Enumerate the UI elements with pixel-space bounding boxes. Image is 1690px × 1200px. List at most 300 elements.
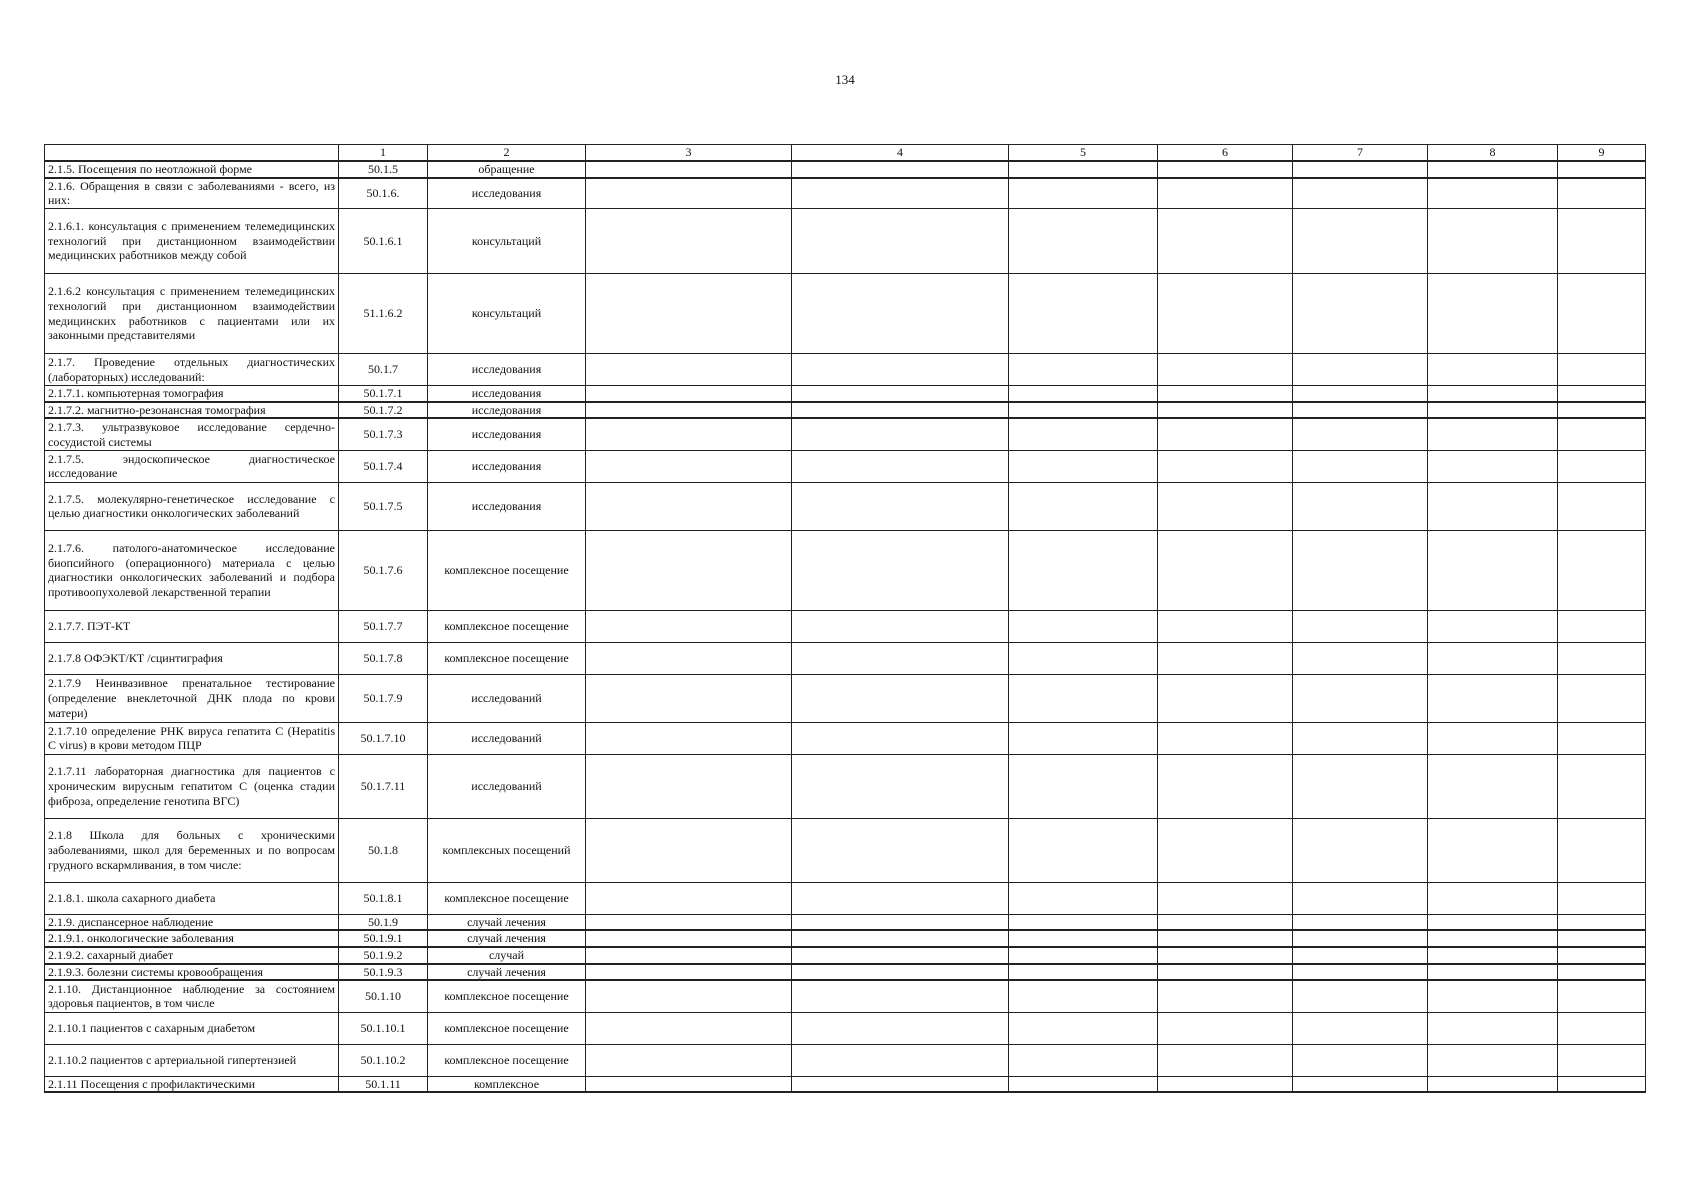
empty-cell [1009, 530, 1158, 610]
empty-cell [1158, 418, 1293, 450]
empty-cell [1428, 914, 1558, 930]
empty-cell [586, 722, 792, 754]
row-indicator-name: 2.1.9.3. болезни системы кровообращения [45, 964, 339, 981]
empty-cell [586, 930, 792, 947]
empty-cell [792, 818, 1009, 882]
empty-cell [792, 882, 1009, 914]
row-unit: консультаций [428, 209, 586, 274]
empty-cell [1558, 178, 1646, 209]
empty-cell [1293, 818, 1428, 882]
row-unit: исследования [428, 354, 586, 386]
empty-cell [586, 1076, 792, 1092]
column-number: 3 [586, 145, 792, 162]
empty-cell [1428, 1044, 1558, 1076]
empty-cell [1558, 914, 1646, 930]
row-indicator-name: 2.1.9.2. сахарный диабет [45, 947, 339, 964]
empty-cell [1428, 930, 1558, 947]
empty-cell [1293, 482, 1428, 530]
empty-cell [586, 818, 792, 882]
empty-cell [1428, 274, 1558, 354]
empty-cell [1428, 818, 1558, 882]
row-code: 50.1.9.3 [339, 964, 428, 981]
empty-cell [1293, 642, 1428, 674]
row-unit: случай [428, 947, 586, 964]
row-indicator-name: 2.1.10.2 пациентов с артериальной гипертензией [45, 1044, 339, 1076]
row-unit: комплексное посещение [428, 1012, 586, 1044]
empty-cell [792, 964, 1009, 981]
row-unit: комплексное посещение [428, 530, 586, 610]
row-code: 50.1.8.1 [339, 882, 428, 914]
empty-cell [1428, 964, 1558, 981]
empty-cell [1293, 914, 1428, 930]
empty-cell [1558, 274, 1646, 354]
row-code: 50.1.7.5 [339, 482, 428, 530]
empty-cell [586, 980, 792, 1012]
table-row [45, 482, 1646, 530]
row-indicator-name: 2.1.7.11 лабораторная диагностика для пациентов с хроническим вирусным гепатитом С (оценка стадии фиброза, определение генотипа ВГС) [45, 754, 339, 818]
empty-cell [1009, 482, 1158, 530]
empty-cell [792, 386, 1009, 402]
row-indicator-name: 2.1.10. Дистанционное наблюдение за состоянием здоровья пациентов, в том числе [45, 980, 339, 1012]
empty-cell [1428, 354, 1558, 386]
row-indicator-name: 2.1.6. Обращения в связи с заболеваниями - всего, из них: [45, 178, 339, 209]
empty-cell [1428, 402, 1558, 419]
empty-cell [1293, 674, 1428, 722]
empty-cell [1558, 754, 1646, 818]
column-number-blank [45, 145, 339, 162]
column-number: 4 [792, 145, 1009, 162]
empty-cell [1009, 161, 1158, 178]
empty-cell [1158, 930, 1293, 947]
empty-cell [1293, 882, 1428, 914]
empty-cell [792, 722, 1009, 754]
empty-cell [1428, 1012, 1558, 1044]
empty-cell [1009, 964, 1158, 981]
empty-cell [1009, 754, 1158, 818]
empty-cell [792, 530, 1009, 610]
empty-cell [792, 947, 1009, 964]
table-row [45, 754, 1646, 818]
row-unit: исследования [428, 402, 586, 419]
empty-cell [1009, 980, 1158, 1012]
row-unit: комплексных посещений [428, 818, 586, 882]
empty-cell [1158, 964, 1293, 981]
row-unit: комплексное посещение [428, 980, 586, 1012]
column-number: 5 [1009, 145, 1158, 162]
row-unit: случай лечения [428, 964, 586, 981]
row-unit: консультаций [428, 274, 586, 354]
table-row [45, 354, 1646, 386]
empty-cell [586, 674, 792, 722]
row-unit: исследований [428, 674, 586, 722]
empty-cell [792, 1012, 1009, 1044]
row-unit: исследования [428, 178, 586, 209]
row-code: 50.1.7.6 [339, 530, 428, 610]
empty-cell [792, 402, 1009, 419]
empty-cell [586, 386, 792, 402]
table-row [45, 882, 1646, 914]
empty-cell [1428, 530, 1558, 610]
empty-cell [586, 482, 792, 530]
empty-cell [1158, 178, 1293, 209]
empty-cell [1293, 754, 1428, 818]
empty-cell [792, 178, 1009, 209]
empty-cell [792, 354, 1009, 386]
empty-cell [586, 882, 792, 914]
empty-cell [792, 1044, 1009, 1076]
empty-cell [1293, 1044, 1428, 1076]
empty-cell [1158, 530, 1293, 610]
empty-cell [1158, 980, 1293, 1012]
empty-cell [586, 354, 792, 386]
row-code: 50.1.10 [339, 980, 428, 1012]
row-indicator-name: 2.1.9.1. онкологические заболевания [45, 930, 339, 947]
empty-cell [792, 642, 1009, 674]
empty-cell [792, 674, 1009, 722]
row-code: 50.1.9.1 [339, 930, 428, 947]
empty-cell [1293, 980, 1428, 1012]
empty-cell [1158, 674, 1293, 722]
row-indicator-name: 2.1.7.1. компьютерная томография [45, 386, 339, 402]
column-number: 1 [339, 145, 428, 162]
row-indicator-name: 2.1.9. диспансерное наблюдение [45, 914, 339, 930]
empty-cell [1293, 402, 1428, 419]
empty-cell [1158, 610, 1293, 642]
empty-cell [1293, 722, 1428, 754]
row-unit: случай лечения [428, 914, 586, 930]
empty-cell [1158, 914, 1293, 930]
table-row [45, 178, 1646, 209]
row-indicator-name: 2.1.11 Посещения с профилактическими [45, 1076, 339, 1092]
empty-cell [1428, 947, 1558, 964]
empty-cell [1558, 818, 1646, 882]
empty-cell [1158, 1012, 1293, 1044]
empty-cell [1009, 274, 1158, 354]
empty-cell [1009, 818, 1158, 882]
empty-cell [1009, 882, 1158, 914]
data-grid [44, 144, 1646, 1093]
empty-cell [1428, 209, 1558, 274]
empty-cell [1428, 642, 1558, 674]
row-code: 50.1.7.2 [339, 402, 428, 419]
table-row [45, 1076, 1646, 1092]
empty-cell [1158, 274, 1293, 354]
row-unit: комплексное посещение [428, 882, 586, 914]
empty-cell [1293, 947, 1428, 964]
row-code: 50.1.6.1 [339, 209, 428, 274]
empty-cell [1158, 818, 1293, 882]
empty-cell [792, 209, 1009, 274]
row-code: 50.1.10.2 [339, 1044, 428, 1076]
empty-cell [1558, 354, 1646, 386]
row-code: 50.1.7.11 [339, 754, 428, 818]
table-row [45, 674, 1646, 722]
empty-cell [1009, 947, 1158, 964]
table-row [45, 386, 1646, 402]
empty-cell [1428, 882, 1558, 914]
empty-cell [1293, 274, 1428, 354]
empty-cell [1293, 161, 1428, 178]
column-number-row [45, 145, 1646, 162]
empty-cell [1158, 386, 1293, 402]
empty-cell [792, 274, 1009, 354]
empty-cell [1293, 386, 1428, 402]
empty-cell [1009, 450, 1158, 482]
empty-cell [1558, 980, 1646, 1012]
empty-cell [1009, 386, 1158, 402]
empty-cell [1293, 1076, 1428, 1092]
row-code: 50.1.7.10 [339, 722, 428, 754]
empty-cell [1428, 1076, 1558, 1092]
empty-cell [1428, 980, 1558, 1012]
row-unit: исследования [428, 482, 586, 530]
empty-cell [586, 178, 792, 209]
empty-cell [792, 980, 1009, 1012]
row-code: 50.1.11 [339, 1076, 428, 1092]
table-row [45, 642, 1646, 674]
row-unit: исследований [428, 722, 586, 754]
table-row [45, 402, 1646, 419]
row-indicator-name: 2.1.7.7. ПЭТ-КТ [45, 610, 339, 642]
empty-cell [1158, 450, 1293, 482]
table-row [45, 610, 1646, 642]
empty-cell [586, 402, 792, 419]
empty-cell [1428, 450, 1558, 482]
empty-cell [1558, 161, 1646, 178]
empty-cell [792, 914, 1009, 930]
empty-cell [1009, 610, 1158, 642]
column-number: 7 [1293, 145, 1428, 162]
row-code: 50.1.10.1 [339, 1012, 428, 1044]
empty-cell [1158, 482, 1293, 530]
empty-cell [1428, 386, 1558, 402]
row-code: 50.1.7.7 [339, 610, 428, 642]
table-row [45, 209, 1646, 274]
empty-cell [1009, 930, 1158, 947]
row-code: 50.1.7.3 [339, 418, 428, 450]
empty-cell [792, 754, 1009, 818]
statistics-table [44, 144, 1645, 1093]
empty-cell [1558, 402, 1646, 419]
empty-cell [1558, 964, 1646, 981]
table-row [45, 947, 1646, 964]
empty-cell [1293, 964, 1428, 981]
empty-cell [586, 610, 792, 642]
empty-cell [1558, 642, 1646, 674]
table-row [45, 1012, 1646, 1044]
empty-cell [792, 1076, 1009, 1092]
row-unit: исследования [428, 450, 586, 482]
empty-cell [1009, 674, 1158, 722]
empty-cell [586, 754, 792, 818]
empty-cell [1558, 722, 1646, 754]
empty-cell [1558, 530, 1646, 610]
table-row [45, 980, 1646, 1012]
row-indicator-name: 2.1.7.9 Неинвазивное пренатальное тестирование (определение внеклеточной ДНК плода по крови матери) [45, 674, 339, 722]
row-code: 50.1.5 [339, 161, 428, 178]
row-indicator-name: 2.1.7.3. ультразвуковое исследование сердечно-сосудистой системы [45, 418, 339, 450]
row-indicator-name: 2.1.8 Школа для больных с хроническими заболеваниями, школ для беременных и по вопросам грудного вскармливания, в том числе: [45, 818, 339, 882]
empty-cell [1558, 882, 1646, 914]
table-row [45, 722, 1646, 754]
empty-cell [1428, 722, 1558, 754]
table-row [45, 274, 1646, 354]
empty-cell [586, 914, 792, 930]
empty-cell [792, 418, 1009, 450]
empty-cell [1158, 1044, 1293, 1076]
empty-cell [1558, 386, 1646, 402]
empty-cell [1558, 209, 1646, 274]
empty-cell [792, 450, 1009, 482]
empty-cell [1293, 1012, 1428, 1044]
empty-cell [586, 947, 792, 964]
empty-cell [1558, 930, 1646, 947]
row-indicator-name: 2.1.7.5. эндоскопическое диагностическое исследование [45, 450, 339, 482]
empty-cell [1558, 450, 1646, 482]
empty-cell [1009, 914, 1158, 930]
empty-cell [1293, 930, 1428, 947]
empty-cell [1428, 178, 1558, 209]
row-code: 50.1.9.2 [339, 947, 428, 964]
empty-cell [1009, 402, 1158, 419]
empty-cell [1558, 1012, 1646, 1044]
empty-cell [1009, 722, 1158, 754]
table-row [45, 418, 1646, 450]
empty-cell [586, 418, 792, 450]
empty-cell [1558, 947, 1646, 964]
empty-cell [1428, 674, 1558, 722]
empty-cell [1009, 178, 1158, 209]
empty-cell [1158, 882, 1293, 914]
empty-cell [586, 964, 792, 981]
table-row [45, 450, 1646, 482]
empty-cell [1293, 354, 1428, 386]
row-code: 50.1.7.4 [339, 450, 428, 482]
empty-cell [586, 274, 792, 354]
row-indicator-name: 2.1.6.2 консультация с применением телемедицинских технологий при дистанционном взаимодействии медицинских работников с пациентами или их законными представителями [45, 274, 339, 354]
row-code: 50.1.9 [339, 914, 428, 930]
empty-cell [1158, 722, 1293, 754]
row-unit: исследований [428, 754, 586, 818]
row-unit: комплексное посещение [428, 1044, 586, 1076]
empty-cell [586, 450, 792, 482]
empty-cell [1293, 450, 1428, 482]
row-code: 51.1.6.2 [339, 274, 428, 354]
empty-cell [1009, 642, 1158, 674]
empty-cell [1293, 530, 1428, 610]
empty-cell [586, 209, 792, 274]
column-number: 8 [1428, 145, 1558, 162]
row-indicator-name: 2.1.8.1. школа сахарного диабета [45, 882, 339, 914]
row-code: 50.1.7.9 [339, 674, 428, 722]
page-number: 134 [835, 72, 855, 87]
empty-cell [586, 530, 792, 610]
row-unit: исследования [428, 418, 586, 450]
row-code: 50.1.7.8 [339, 642, 428, 674]
empty-cell [1009, 1076, 1158, 1092]
row-indicator-name: 2.1.7.2. магнитно-резонансная томография [45, 402, 339, 419]
empty-cell [1009, 1044, 1158, 1076]
row-indicator-name: 2.1.7.6. патолого-анатомическое исследование биопсийного (операционного) материала с целью диагностики онкологических заболеваний и подбора противоопухолевой лекарственной терапии [45, 530, 339, 610]
empty-cell [1428, 161, 1558, 178]
row-unit: комплексное посещение [428, 610, 586, 642]
table-row [45, 964, 1646, 981]
empty-cell [1158, 754, 1293, 818]
empty-cell [1428, 482, 1558, 530]
row-code: 50.1.7.1 [339, 386, 428, 402]
empty-cell [1009, 1012, 1158, 1044]
empty-cell [792, 161, 1009, 178]
column-number: 2 [428, 145, 586, 162]
empty-cell [1158, 354, 1293, 386]
empty-cell [1158, 642, 1293, 674]
table-row [45, 818, 1646, 882]
empty-cell [1428, 610, 1558, 642]
empty-cell [1158, 161, 1293, 178]
empty-cell [586, 161, 792, 178]
empty-cell [792, 482, 1009, 530]
row-code: 50.1.7 [339, 354, 428, 386]
column-number: 9 [1558, 145, 1646, 162]
row-indicator-name: 2.1.6.1. консультация с применением телемедицинских технологий при дистанционном взаимодействии медицинских работников между собой [45, 209, 339, 274]
row-code: 50.1.6. [339, 178, 428, 209]
empty-cell [1158, 1076, 1293, 1092]
row-code: 50.1.8 [339, 818, 428, 882]
empty-cell [1009, 418, 1158, 450]
empty-cell [1009, 209, 1158, 274]
row-unit: случай лечения [428, 930, 586, 947]
empty-cell [792, 610, 1009, 642]
empty-cell [1558, 1044, 1646, 1076]
empty-cell [1558, 482, 1646, 530]
empty-cell [1293, 418, 1428, 450]
empty-cell [792, 930, 1009, 947]
table-row [45, 930, 1646, 947]
table-row [45, 914, 1646, 930]
empty-cell [1293, 209, 1428, 274]
empty-cell [1558, 610, 1646, 642]
table-row [45, 530, 1646, 610]
empty-cell [1428, 754, 1558, 818]
row-indicator-name: 2.1.7. Проведение отдельных диагностических (лабораторных) исследований: [45, 354, 339, 386]
row-unit: комплексное [428, 1076, 586, 1092]
table-row [45, 1044, 1646, 1076]
column-number: 6 [1158, 145, 1293, 162]
row-indicator-name: 2.1.10.1 пациентов с сахарным диабетом [45, 1012, 339, 1044]
empty-cell [1558, 674, 1646, 722]
table-row [45, 161, 1646, 178]
empty-cell [586, 1012, 792, 1044]
empty-cell [1558, 1076, 1646, 1092]
empty-cell [1293, 178, 1428, 209]
row-indicator-name: 2.1.5. Посещения по неотложной форме [45, 161, 339, 178]
empty-cell [1293, 610, 1428, 642]
empty-cell [586, 1044, 792, 1076]
row-indicator-name: 2.1.7.10 определение РНК вируса гепатита С (Hepatitis C virus) в крови методом ПЦР [45, 722, 339, 754]
empty-cell [1558, 418, 1646, 450]
empty-cell [586, 642, 792, 674]
row-unit: исследования [428, 386, 586, 402]
row-unit: комплексное посещение [428, 642, 586, 674]
row-unit: обращение [428, 161, 586, 178]
row-indicator-name: 2.1.7.5. молекулярно-генетическое исследование с целью диагностики онкологических заболеваний [45, 482, 339, 530]
empty-cell [1158, 402, 1293, 419]
empty-cell [1428, 418, 1558, 450]
empty-cell [1009, 354, 1158, 386]
empty-cell [1158, 947, 1293, 964]
empty-cell [1158, 209, 1293, 274]
row-indicator-name: 2.1.7.8 ОФЭКТ/КТ /сцинтиграфия [45, 642, 339, 674]
